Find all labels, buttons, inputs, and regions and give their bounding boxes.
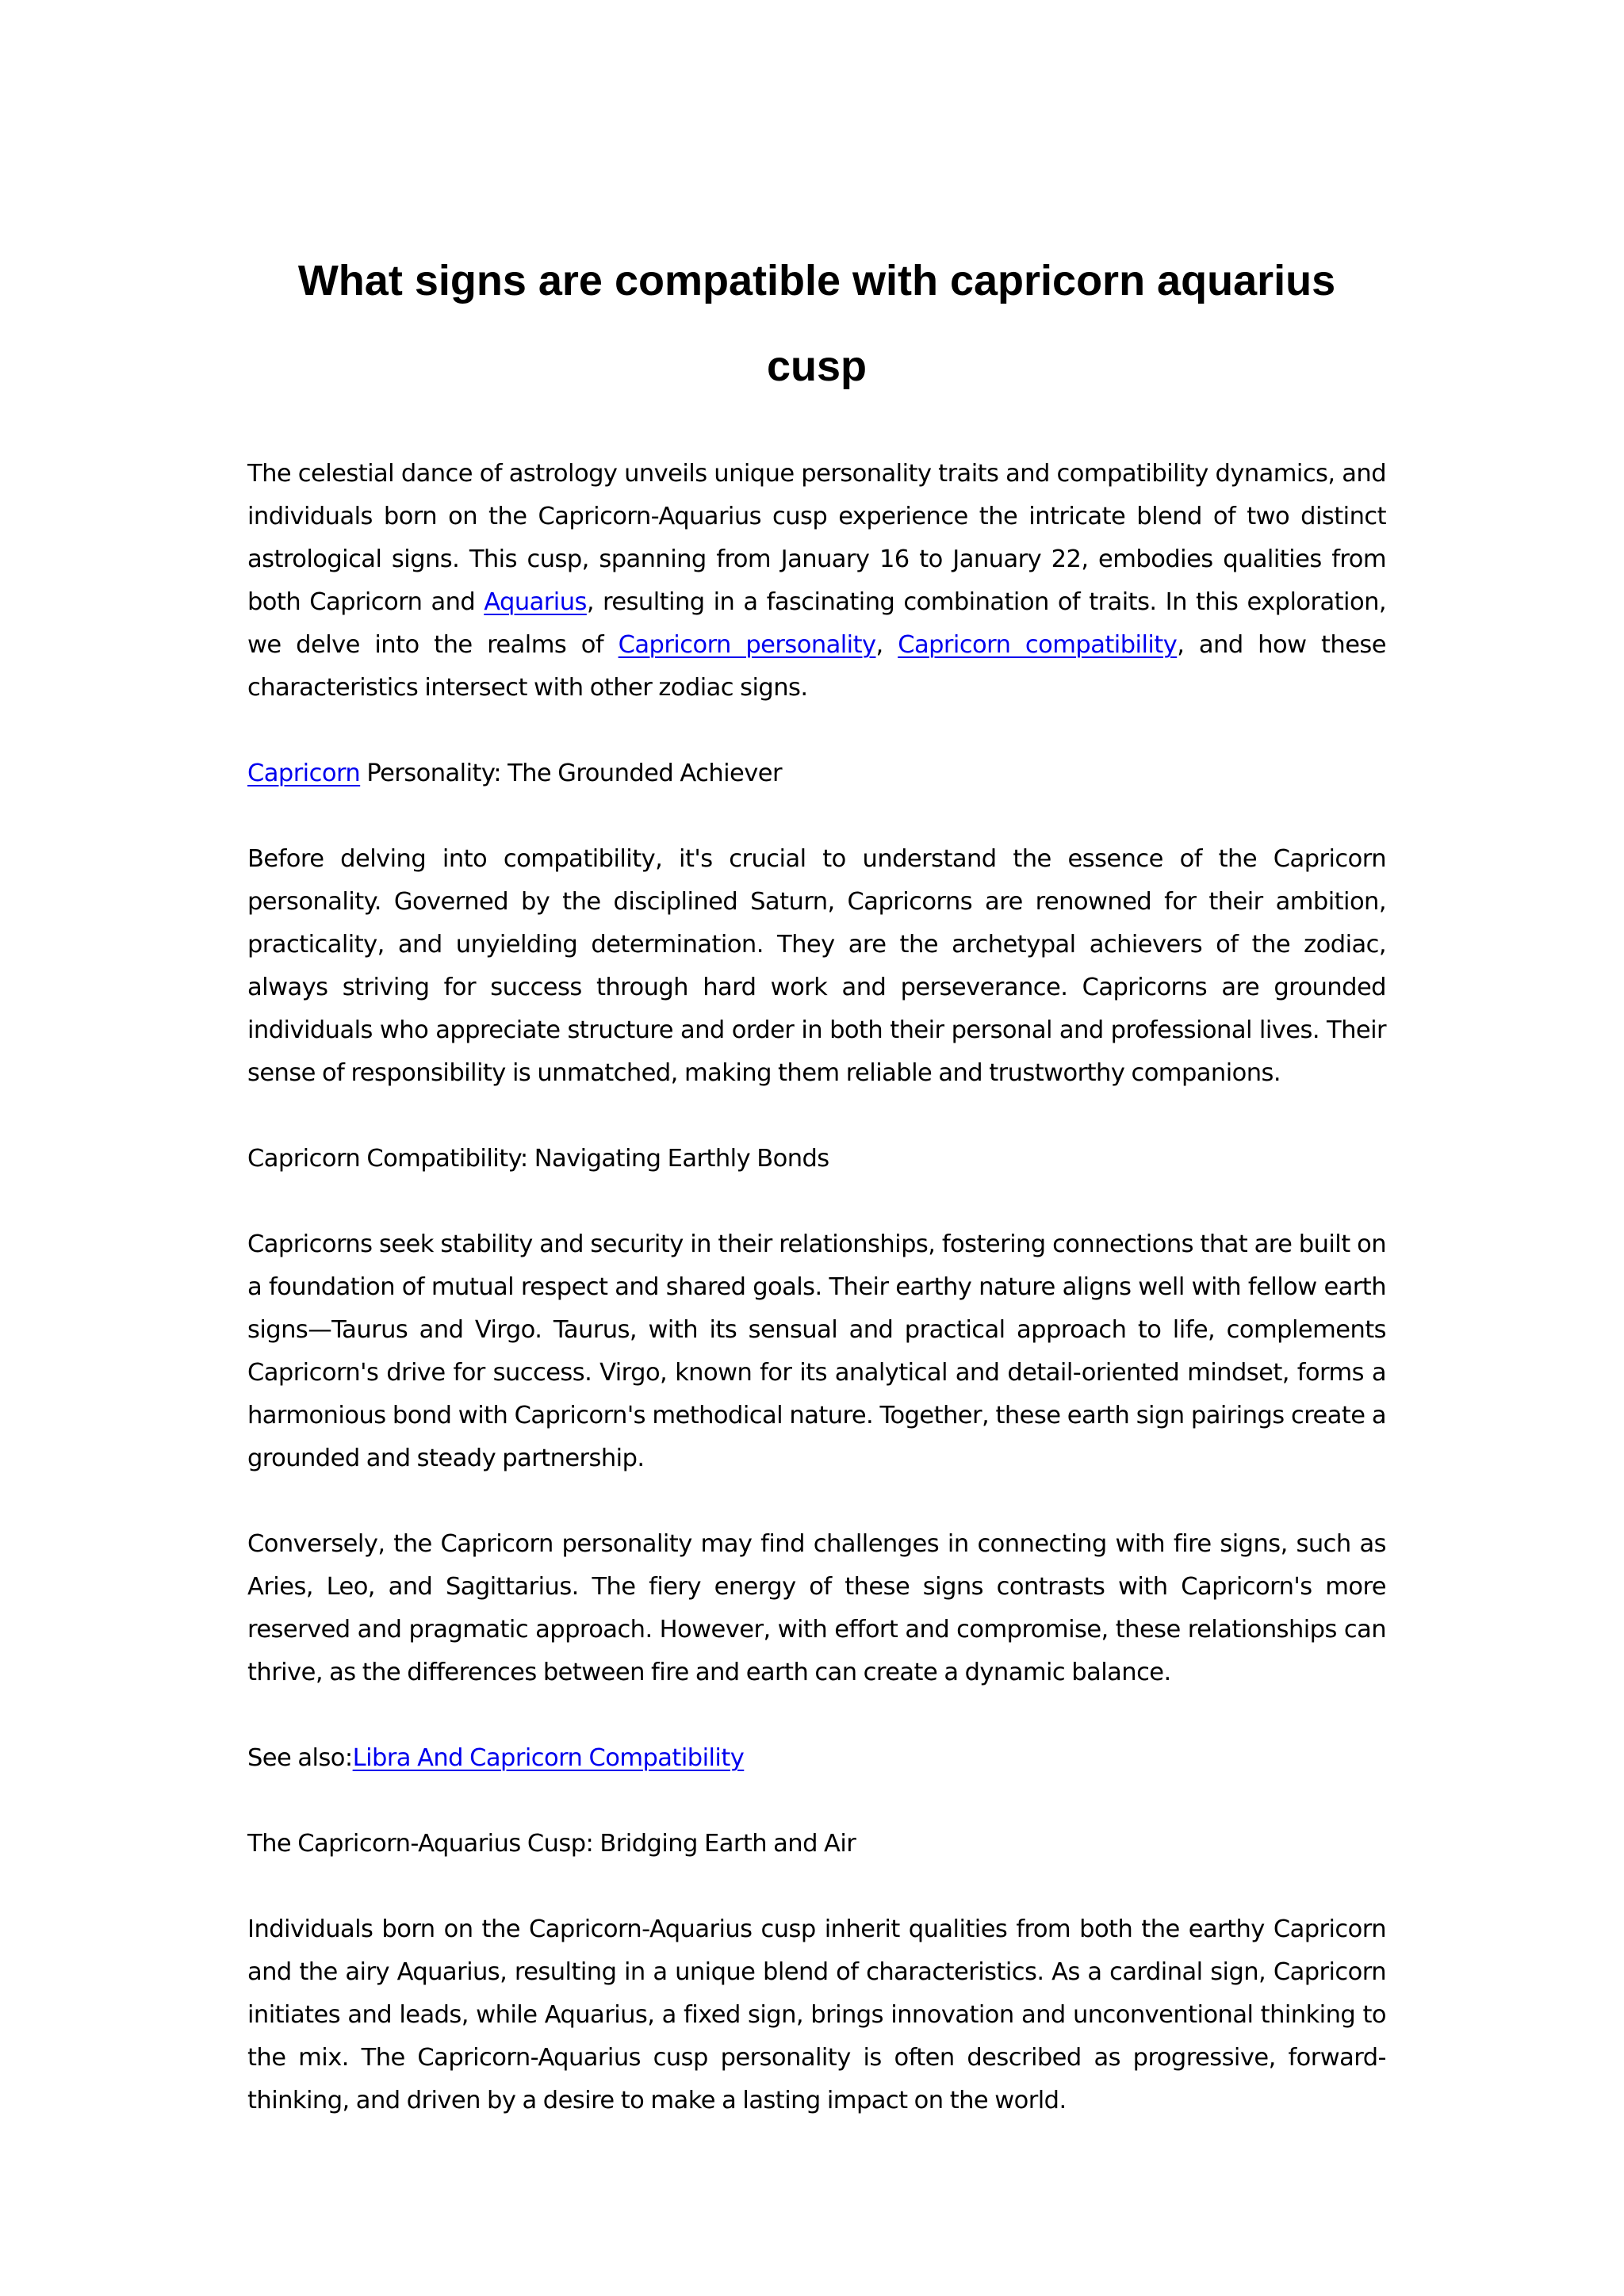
intro-paragraph	[247, 453, 1386, 710]
compatibility-paragraph-earth: Capricorns seek stability and security in their relationships, fostering connections that are built on a foundation of mutual respect and shared goals. Their earthy nature aligns well with fellow earth signs—Taurus and Virgo. Taurus, with its sensual and practical approach to life, complements Capricorn's drive for success. Virgo, known for its analytical and detail-oriented mindset, forms a harmonious bond with Capricorn's methodical nature. Together, these earth sign pairings create a grounded and steady partnership.	[247, 1230, 1386, 1472]
aquarius-link[interactable]: Aquarius	[484, 588, 587, 616]
intro-text-2: , resulting in a fascinating combination of traits. In this exploration, we delve into the realms of	[247, 588, 1386, 659]
intro-text-1: The celestial dance of astrology unveils unique personality traits and compatibility dynamics, and individuals born on the Capricorn-Aquarius cusp experience the intricate blend of two distinct astrological signs. This cusp, spanning from January 16 to January 22, embodies qualities from both Capricorn and	[247, 460, 1386, 616]
personality-paragraph: Before delving into compatibility, it's crucial to understand the essence of the Capricorn personality. Governed by the disciplined Saturn, Capricorns are renowned for their ambition, practicality, and unyielding determination. They are the archetypal achievers of the zodiac, always striving for success through hard work and perseverance. Capricorns are grounded individuals who appreciate structure and order in both their personal and professional lives. Their sense of responsibility is unmatched, making them reliable and trustworthy companions.	[247, 845, 1386, 1087]
cusp-paragraph: Individuals born on the Capricorn-Aquarius cusp inherit qualities from both the earthy Capricorn and the airy Aquarius, resulting in a unique blend of characteristics. As a cardinal sign, Capricorn initiates and leads, while Aquarius, a fixed sign, brings innovation and unconventional thinking to the mix. The Capricorn-Aquarius cusp personality is often described as progressive, forward-thinking, and driven by a desire to make a lasting impact on the world.	[247, 1915, 1386, 2114]
intro-text-4: , and how these characteristics intersect with other zodiac signs.	[247, 631, 1386, 702]
libra-capricorn-compatibility-link[interactable]: Libra And Capricorn Compatibility	[352, 1744, 745, 1772]
see-also-label: See also:	[247, 1744, 353, 1772]
section-heading-compatibility: Capricorn Compatibility: Navigating Earthly Bonds	[247, 1145, 829, 1173]
capricorn-personality-link[interactable]: Capricorn personality	[618, 631, 876, 659]
compatibility-paragraph-fire: Conversely, the Capricorn personality may find challenges in connecting with fire signs, such as Aries, Leo, and Sagittarius. The fiery energy of these signs contrasts with Capricorn's more reserved and pragmatic approach. However, with effort and compromise, these relationships can thrive, as the differences between fire and earth can create a dynamic balance.	[247, 1530, 1386, 1686]
document-page	[247, 238, 1386, 2122]
section-heading-personality-text: Personality: The Grounded Achiever	[360, 760, 782, 787]
section-heading-personality	[247, 752, 1386, 795]
section-heading-cusp: The Capricorn-Aquarius Cusp: Bridging Earth and Air	[247, 1830, 856, 1858]
capricorn-compatibility-link[interactable]: Capricorn compatibility	[898, 631, 1178, 659]
capricorn-link[interactable]: Capricorn	[247, 760, 361, 787]
document-title: What signs are compatible with capricorn aquarius cusp	[297, 257, 1336, 390]
see-also	[247, 1737, 1386, 1780]
intro-text-3: ,	[875, 631, 898, 659]
